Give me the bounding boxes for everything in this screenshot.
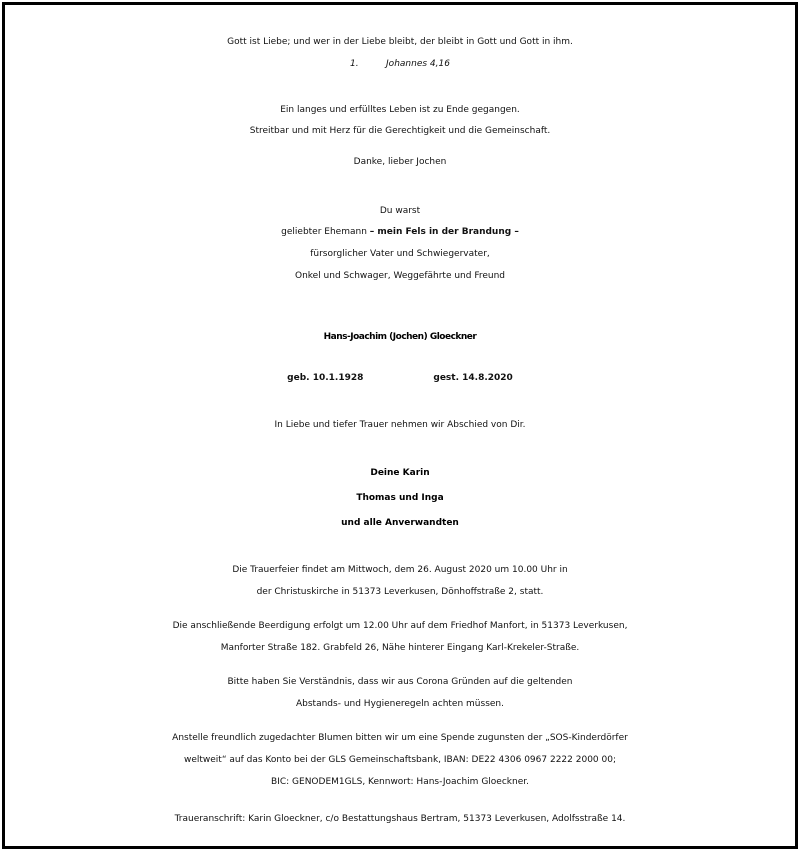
family-member: Thomas und Inga [356, 493, 444, 503]
donation-line-1: Anstelle freundlich zugedachter Blumen bitten wir um eine Spende zugunsten der „SOS-Kinderdörfer [172, 733, 628, 743]
bible-reference [5, 55, 795, 73]
mourning-address: Traueranschrift: Karin Gloeckner, c/o Bestattungshaus Bertram, 51373 Leverkusen, Adolfsstraße 14. [174, 814, 626, 824]
obituary-frame [2, 2, 798, 849]
service-line-1: Die Trauerfeier findet am Mittwoch, dem 26. August 2020 um 10.00 Uhr in [232, 565, 568, 575]
roles-husband: geliebter Ehemann [281, 227, 370, 237]
corona-line-1: Bitte haben Sie Verständnis, dass wir aus Corona Gründen auf die geltenden [227, 677, 573, 687]
service-line-2: der Christuskirche in 51373 Leverkusen, Dönhoffstraße 2, statt. [256, 587, 544, 597]
roles-line-1: Du warst [379, 206, 421, 216]
birth-date: geb. 10.1.1928 [287, 373, 364, 383]
intro-line-1: Ein langes und erfülltes Leben ist zu Ende gegangen. [280, 105, 520, 115]
deceased-name: Hans-Joachim (Jochen) Gloeckner [323, 332, 477, 342]
roles-line-2 [5, 223, 795, 241]
death-date: gest. 14.8.2020 [433, 373, 513, 383]
burial-line-2: Manforter Straße 182. Grabfeld 26, Nähe hinterer Eingang Karl-Krekeler-Straße. [220, 643, 580, 653]
roles-line-4: Onkel und Schwager, Weggefährte und Freund [294, 271, 506, 281]
farewell-line: In Liebe und tiefer Trauer nehmen wir Abschied von Dir. [274, 420, 526, 430]
family-member: und alle Anverwandten [341, 518, 459, 528]
roles-line-3: fürsorglicher Vater und Schwiegervater, [310, 249, 490, 259]
roles-rock: – mein Fels in der Brandung – [369, 227, 519, 237]
family-member: Deine Karin [370, 468, 430, 478]
corona-line-2: Abstands- und Hygieneregeln achten müssen. [296, 699, 504, 709]
bible-verse: Gott ist Liebe; und wer in der Liebe bleibt, der bleibt in Gott und Gott in ihm. [227, 37, 573, 47]
life-dates [5, 369, 795, 387]
bible-reference-book: Johannes 4,16 [386, 59, 450, 69]
bible-reference-number: 1. [350, 59, 359, 69]
donation-line-3: BIC: GENODEM1GLS, Kennwort: Hans-Joachim Gloeckner. [271, 777, 529, 787]
burial-line-1: Die anschließende Beerdigung erfolgt um 12.00 Uhr auf dem Friedhof Manfort, in 51373 Leverkusen, [172, 621, 628, 631]
intro-line-2: Streitbar und mit Herz für die Gerechtigkeit und die Gemeinschaft. [249, 126, 551, 136]
thanks-line: Danke, lieber Jochen [353, 157, 447, 167]
donation-line-2: weltweit“ auf das Konto bei der GLS Gemeinschaftsbank, IBAN: DE22 4306 0967 2222 2000 00; [183, 755, 616, 765]
